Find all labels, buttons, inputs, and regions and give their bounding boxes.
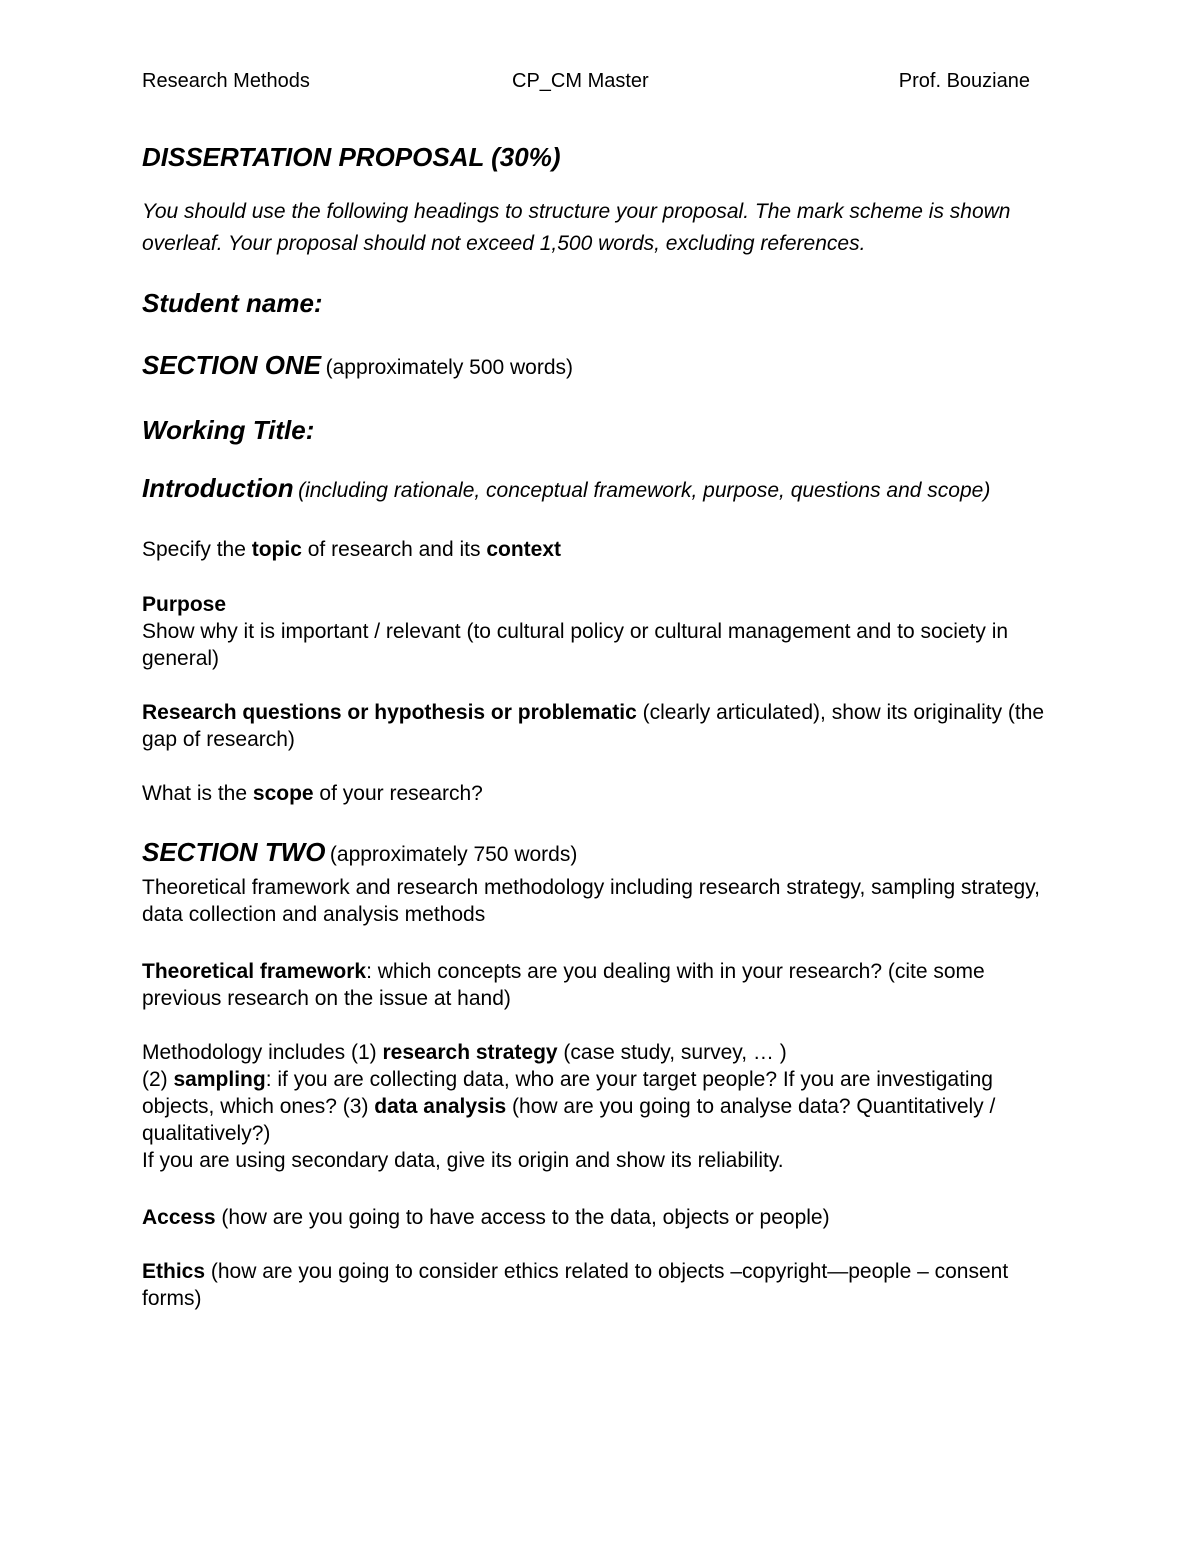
sampling-keyword: sampling bbox=[173, 1068, 266, 1091]
student-name-label: Student name: bbox=[142, 288, 323, 318]
document-body bbox=[142, 140, 1057, 1312]
introduction-heading bbox=[142, 473, 1057, 508]
access-text: (how are you going to have access to the data, objects or people) bbox=[215, 1206, 830, 1229]
section-two-description: Theoretical framework and research methodology including research strategy, sampling strategy, data collection and analysis methods bbox=[142, 876, 1040, 926]
methodology-text-5: (how are you going to analyse data? Quantitatively / qualitatively?) bbox=[142, 1095, 996, 1145]
section-two-title: SECTION TWO bbox=[142, 837, 326, 867]
theoretical-framework-paragraph bbox=[142, 958, 1057, 1012]
context-keyword: context bbox=[486, 538, 562, 561]
purpose-text: Show why it is important / relevant (to cultural policy or cultural management and to society in general) bbox=[142, 620, 1009, 670]
specify-text-2: of research and its bbox=[301, 538, 487, 561]
section-one-word-count: (approximately 500 words) bbox=[325, 356, 574, 379]
ethics-text: (how are you going to consider ethics related to objects –copyright—people – consent forms) bbox=[142, 1260, 1009, 1310]
section-two-heading bbox=[142, 835, 1057, 874]
section-one-heading bbox=[142, 348, 1057, 387]
ethics-paragraph bbox=[142, 1258, 1057, 1312]
methodology-text-4: : if you are collecting data, who are your target people? If you are investigating objects, which ones? (3) bbox=[142, 1068, 993, 1118]
scope-text-2: of your research? bbox=[313, 782, 483, 805]
scope-keyword: scope bbox=[252, 782, 314, 805]
theoretical-framework-text: : which concepts are you dealing with in your research? (cite some previous research on the issue at hand) bbox=[142, 960, 985, 1010]
research-strategy-keyword: research strategy bbox=[382, 1041, 558, 1064]
running-header bbox=[0, 70, 1200, 98]
introduction-title: Introduction bbox=[142, 473, 294, 503]
purpose-heading: Purpose bbox=[142, 593, 227, 616]
methodology-text-3: (2) bbox=[142, 1068, 174, 1091]
header-instructor-name: Prof. Bouziane bbox=[898, 70, 1030, 92]
scope-paragraph bbox=[142, 780, 1057, 807]
data-analysis-keyword: data analysis bbox=[374, 1095, 507, 1118]
ethics-heading: Ethics bbox=[142, 1260, 206, 1283]
methodology-line-1 bbox=[142, 1039, 1057, 1066]
research-questions-heading: Research questions or hypothesis or problematic bbox=[142, 701, 637, 724]
section-one-title: SECTION ONE bbox=[142, 350, 322, 380]
scope-text-1: What is the bbox=[142, 782, 253, 805]
topic-keyword: topic bbox=[251, 538, 302, 561]
research-questions-paragraph bbox=[142, 699, 1057, 753]
topic-context-paragraph bbox=[142, 536, 1057, 563]
introduction-note: (including rationale, conceptual framework, purpose, questions and scope) bbox=[298, 479, 991, 502]
secondary-data-line: If you are using secondary data, give its origin and show its reliability. bbox=[142, 1149, 784, 1172]
methodology-line-2 bbox=[142, 1066, 1057, 1147]
access-heading: Access bbox=[142, 1206, 216, 1229]
working-title-label: Working Title: bbox=[142, 415, 315, 445]
specify-text-1: Specify the bbox=[142, 538, 252, 561]
header-programme-name: CP_CM Master bbox=[512, 70, 649, 92]
methodology-block bbox=[142, 1039, 1057, 1174]
methodology-text-1: Methodology includes (1) bbox=[142, 1041, 383, 1064]
access-paragraph bbox=[142, 1204, 1057, 1231]
header-course-name: Research Methods bbox=[142, 70, 310, 92]
instructions-note: You should use the following headings to structure your proposal. The mark scheme is shown overleaf. Your proposal should not exceed 1,500 words, excluding references. bbox=[142, 200, 1011, 255]
methodology-text-2: (case study, survey, … ) bbox=[557, 1041, 787, 1064]
theoretical-framework-heading: Theoretical framework bbox=[142, 960, 367, 983]
section-two-word-count: (approximately 750 words) bbox=[329, 843, 578, 866]
document-title: DISSERTATION PROPOSAL (30%) bbox=[142, 142, 561, 172]
research-questions-text: (clearly articulated), show its originality (the gap of research) bbox=[142, 701, 1045, 751]
